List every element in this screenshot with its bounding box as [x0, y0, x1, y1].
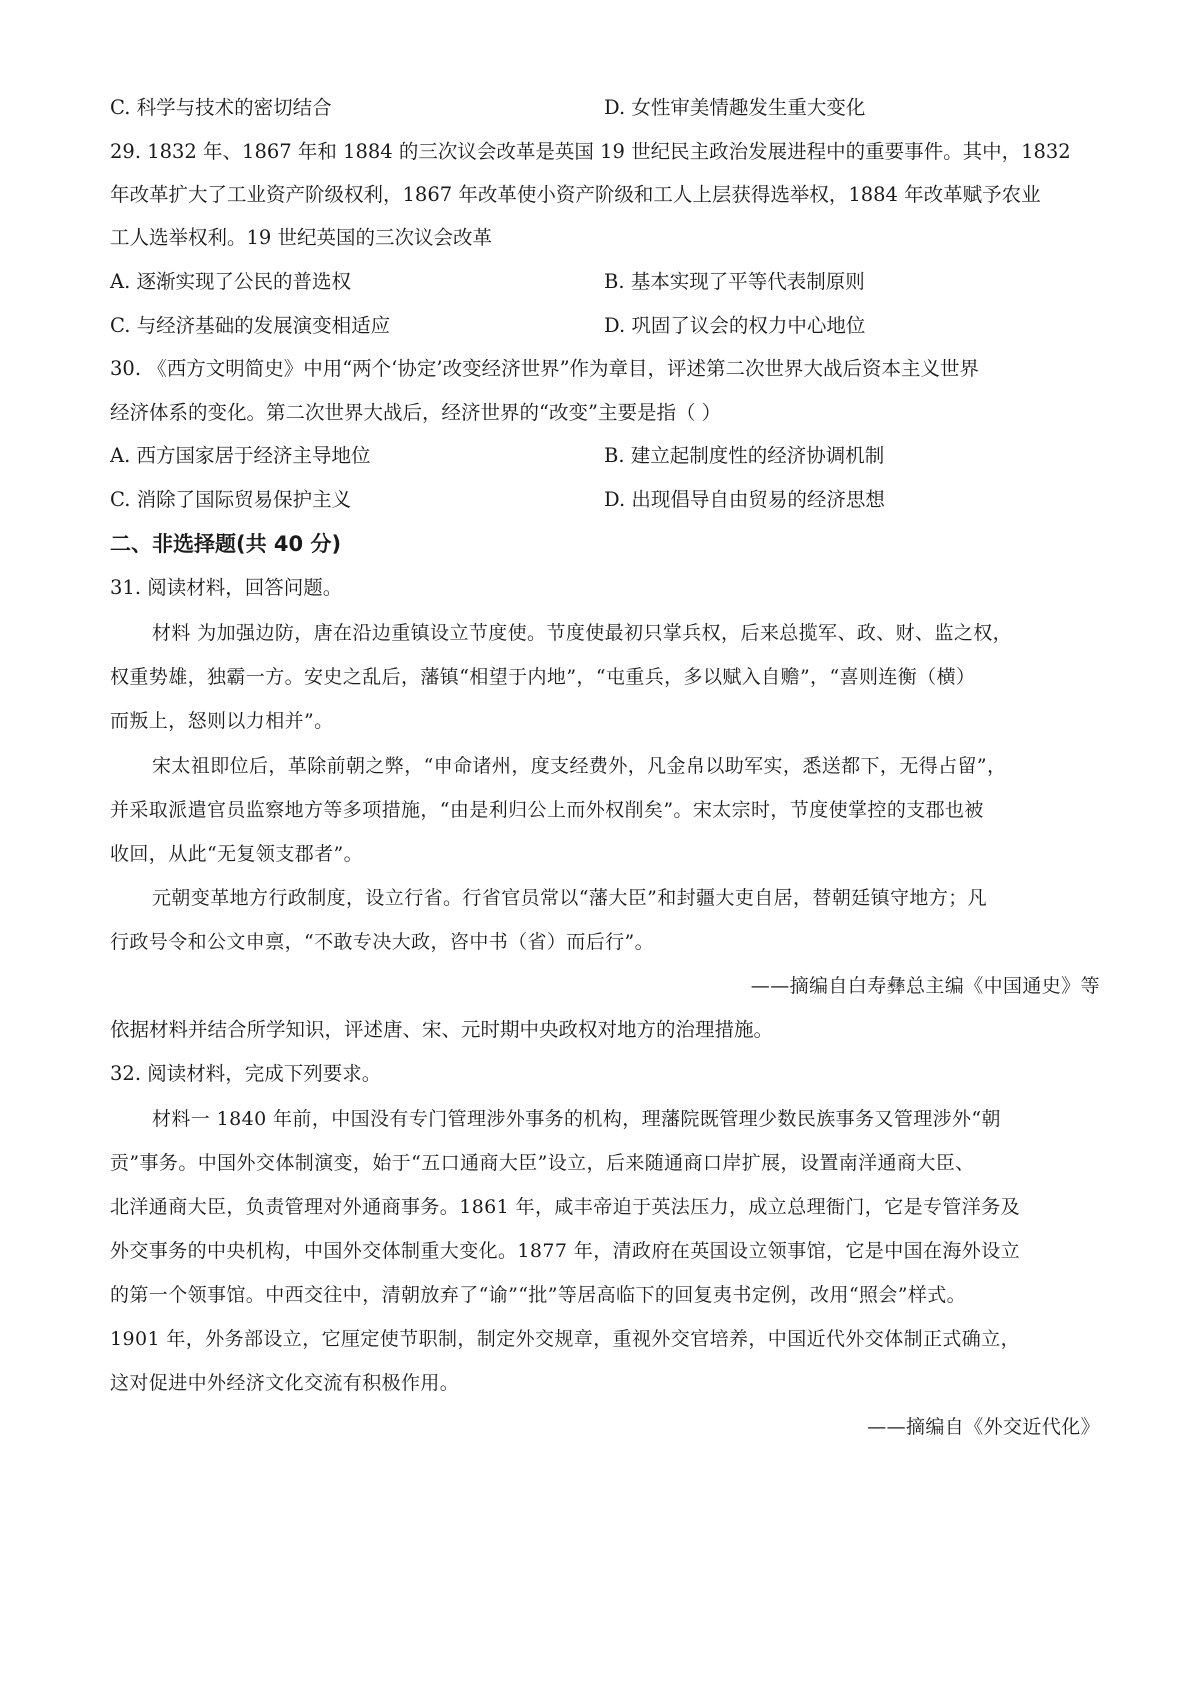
q28-option-c: C. 科学与技术的密切结合	[110, 96, 332, 119]
q29-option-c: C. 与经济基础的发展演变相适应	[110, 314, 391, 337]
q31-material-line: 并采取派遣官员监察地方等多项措施，“由是利归公上而外权削矣”。宋太宗时，节度使掌控的支郡也被	[110, 799, 984, 821]
q31-material-line: 权重势雄，独霸一方。安史之乱后，藩镇“相望于内地”，“屯重兵，多以赋入自赡”，“喜则连衡（横）	[110, 666, 976, 688]
q32-material-line: 的第一个领事馆。中西交往中，清朝放弃了“谕”“批”等居高临下的回复夷书定例，改用“照会”样式。	[110, 1284, 967, 1306]
q31-material-line: 宋太祖即位后，革除前朝之弊，“申命诸州，度支经费外，凡金帛以助军实，悉送都下，无得占留”，	[152, 755, 1007, 777]
q32-material-line: 北洋通商大臣，负责管理对外通商事务。1861 年，咸丰帝迫于英法压力，成立总理衙门，它是专管洋务及	[110, 1196, 1020, 1218]
q31-material-line: 收回，从此“无复领支郡者”。	[110, 843, 364, 865]
q29-option-a: A. 逐渐实现了公民的普选权	[110, 270, 351, 293]
q30-stem-line: 30. 《西方文明简史》中用“两个‘协定’改变经济世界”作为章目，评述第二次世界大战后资本主义世界	[110, 357, 980, 380]
q32-material-line: 1901 年，外务部设立，它厘定使节职制，制定外交规章，重视外交官培养，中国近代外交体制正式确立，	[110, 1328, 1020, 1350]
q30-option-a: A. 西方国家居于经济主导地位	[110, 444, 371, 467]
q32-material-line: 这对促进中外经济文化交流有积极作用。	[110, 1372, 460, 1394]
q32-material-line: 材料一 1840 年前，中国没有专门管理涉外事务的机构，理藩院既管理少数民族事务又管理涉外“朝	[152, 1108, 1001, 1130]
q30-option-c: C. 消除了国际贸易保护主义	[110, 488, 352, 511]
q30-option-d: D. 出现倡导自由贸易的经济思想	[604, 488, 885, 511]
section-heading: 二、非选择题(共 40 分)	[110, 532, 342, 556]
q29-option-b: B. 基本实现了平等代表制原则	[604, 270, 865, 293]
q29-stem-line: 年改革扩大了工业资产阶级权利，1867 年改革使小资产阶级和工人上层获得选举权，1884 年改革赋予农业	[110, 183, 1041, 206]
q31-material-line: 而叛上，怒则以力相并”。	[110, 710, 334, 732]
q29-option-d: D. 巩固了议会的权力中心地位	[604, 314, 866, 337]
q29-stem-line: 29. 1832 年、1867 年和 1884 的三次议会改革是英国 19 世纪民主政治发展进程中的重要事件。其中，1832	[110, 140, 1071, 163]
q31-material-line: 行政号令和公文申禀，“不敢专决大政，咨中书（省）而后行”。	[110, 931, 655, 953]
q31-question: 依据材料并结合所学知识，评述唐、宋、元时期中央政权对地方的治理措施。	[110, 1018, 774, 1041]
q32-prompt: 32. 阅读材料，完成下列要求。	[110, 1062, 382, 1085]
q31-source: ——摘编自白寿彝总主编《中国通史》等	[750, 975, 1100, 997]
q31-material-line: 元朝变革地方行政制度，设立行省。行省官员常以“藩大臣”和封疆大吏自居，替朝廷镇守地方；凡	[152, 887, 988, 909]
q31-prompt: 31. 阅读材料，回答问题。	[110, 576, 343, 599]
q32-source: ——摘编自《外交近代化》	[867, 1416, 1100, 1438]
q32-material-line: 外交事务的中央机构，中国外交体制重大变化。1877 年，清政府在英国设立领事馆，它是中国在海外设立	[110, 1240, 1020, 1262]
q28-option-d: D. 女性审美情趣发生重大变化	[604, 96, 866, 119]
q32-material-line: 贡”事务。中国外交体制演变，始于“五口通商大臣”设立，后来随通商口岸扩展，设置南洋通商大臣、	[110, 1152, 975, 1174]
q30-option-b: B. 建立起制度性的经济协调机制	[604, 444, 885, 467]
q29-stem-line: 工人选举权利。19 世纪英国的三次议会改革	[110, 226, 493, 249]
q31-material-line: 材料 为加强边防，唐在沿边重镇设立节度使。节度使最初只掌兵权，后来总揽军、政、财、监之权，	[152, 622, 1013, 644]
q30-stem-line: 经济体系的变化。第二次世界大战后，经济世界的“改变”主要是指（ ）	[110, 401, 722, 424]
